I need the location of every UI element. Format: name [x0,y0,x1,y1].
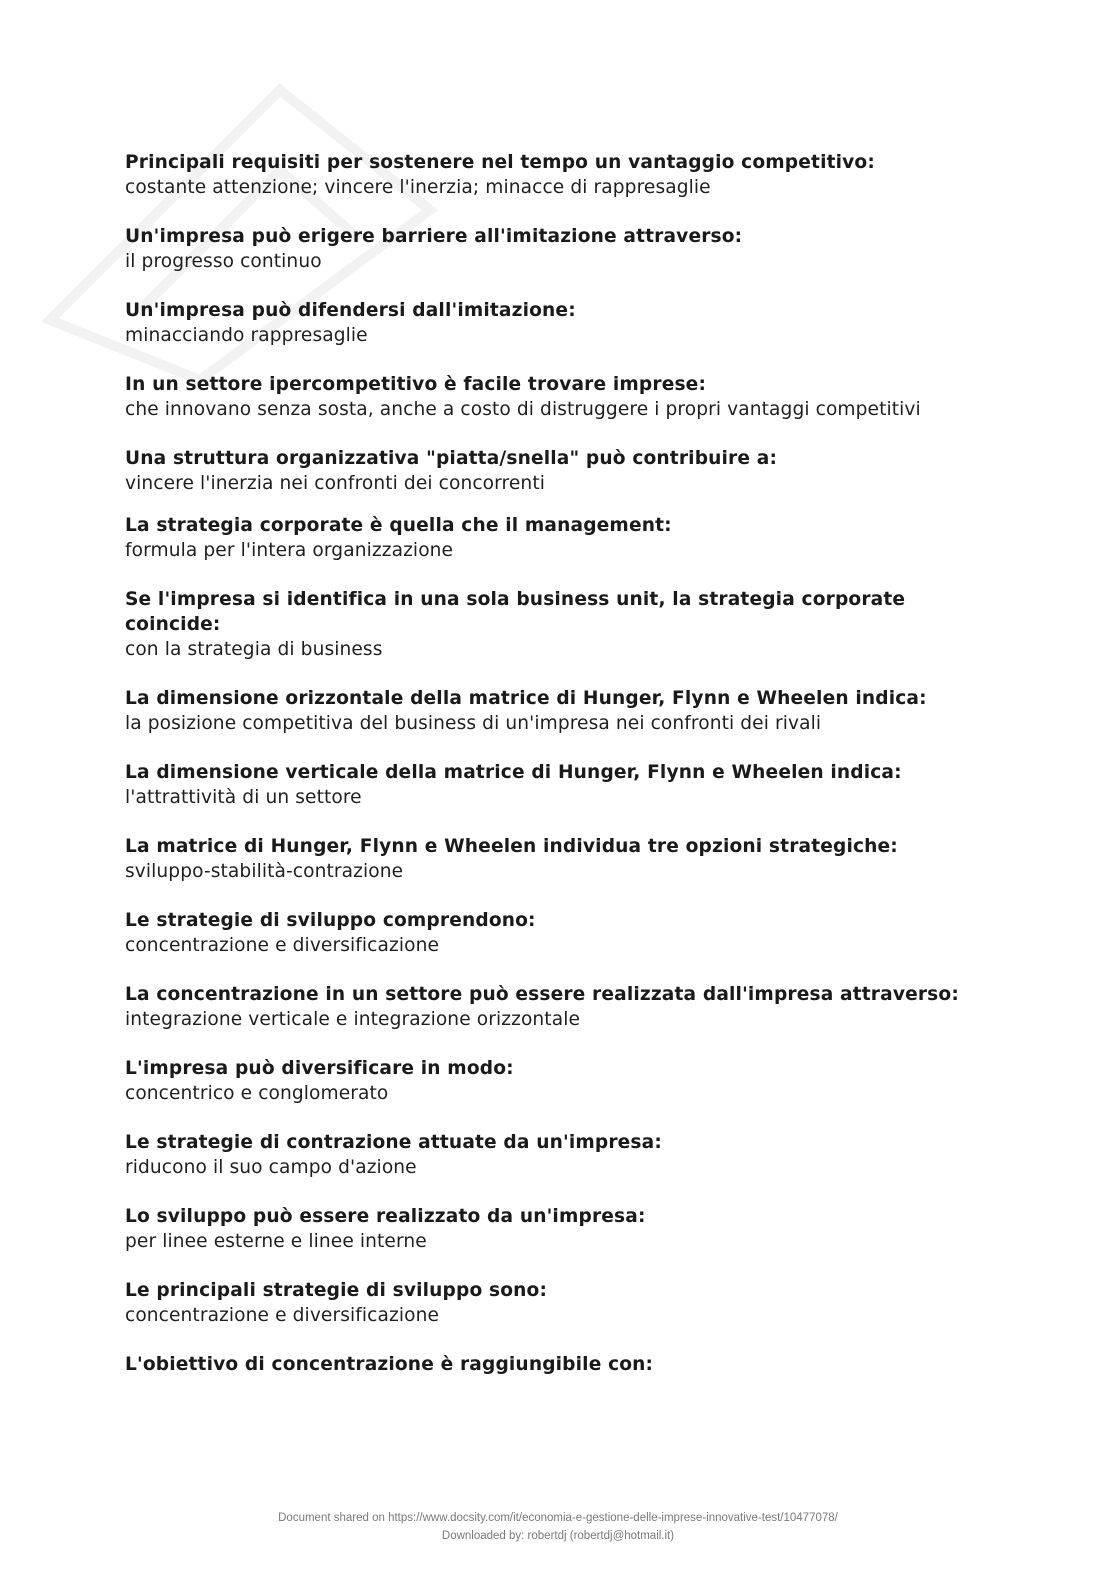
question-text: Un'impresa può difendersi dall'imitazione: [125,300,576,321]
qa-item [125,298,985,348]
question-text: Le strategie di contrazione attuate da un'impresa: [125,1132,662,1153]
question-text: In un settore ipercompetitivo è facile trovare imprese: [125,374,707,395]
qa-item [125,150,985,200]
qa-item [125,834,985,884]
question-text: La dimensione orizzontale della matrice di Hunger, Flynn e Wheelen indica: [125,688,927,709]
question-text: Un'impresa può erigere barriere all'imitazione attraverso: [125,226,743,247]
qa-item [125,446,985,496]
answer-text: integrazione verticale e integrazione orizzontale [125,1009,580,1030]
question-text: La matrice di Hunger, Flynn e Wheelen individua tre opzioni strategiche: [125,836,898,857]
answer-text: minacciando rappresaglie [125,325,368,346]
document-body [125,150,985,1401]
answer-text: che innovano senza sosta, anche a costo di distruggere i propri vantaggi competitivi [125,399,921,420]
question-text: La dimensione verticale della matrice di Hunger, Flynn e Wheelen indica: [125,762,902,783]
answer-text: il progresso continuo [125,251,322,272]
question-text: Una struttura organizzativa "piatta/snella" può contribuire a: [125,448,778,469]
question-text: L'impresa può diversificare in modo: [125,1058,514,1079]
answer-text: la posizione competitiva del business di un'impresa nei confronti dei rivali [125,713,822,734]
qa-item [125,760,985,810]
question-text: Principali requisiti per sostenere nel tempo un vantaggio competitivo: [125,152,875,173]
answer-text: vincere l'inerzia nei confronti dei concorrenti [125,473,545,494]
qa-item [125,372,985,422]
answer-text: con la strategia di business [125,639,383,660]
answer-text: per linee esterne e linee interne [125,1231,427,1252]
qa-item [125,686,985,736]
qa-item [125,587,985,662]
question-text: Le principali strategie di sviluppo sono: [125,1280,548,1301]
answer-text: formula per l'intera organizzazione [125,540,454,561]
answer-text: concentrazione e diversificazione [125,935,440,956]
qa-item [125,908,985,958]
question-text: Lo sviluppo può essere realizzato da un'impresa: [125,1206,646,1227]
question-text: Se l'impresa si identifica in una sola business unit, la strategia corporate coincide: [125,589,906,635]
question-text: L'obiettivo di concentrazione è raggiungibile con: [125,1354,654,1375]
qa-item [125,1278,985,1328]
answer-text: costante attenzione; vincere l'inerzia; minacce di rappresaglie [125,177,711,198]
qa-item [125,982,985,1032]
question-text: La concentrazione in un settore può essere realizzata dall'impresa attraverso: [125,984,959,1005]
answer-text: l'attrattività di un settore [125,787,362,808]
answer-text: concentrico e conglomerato [125,1083,389,1104]
qa-item [125,224,985,274]
qa-item [125,1130,985,1180]
footer-shared-line: Document shared on https://www.docsity.com/it/economia-e-gestione-delle-imprese-innovative-test/10477078/ [278,1512,838,1524]
qa-item [125,513,985,563]
qa-item [125,1204,985,1254]
question-text: La strategia corporate è quella che il management: [125,515,672,536]
qa-item [125,1056,985,1106]
answer-text: sviluppo-stabilità-contrazione [125,861,404,882]
answer-text: riducono il suo campo d'azione [125,1157,417,1178]
qa-item [125,1352,985,1377]
footer-downloaded-line: Downloaded by: robertdj (robertdj@hotmail.it) [441,1530,675,1542]
answer-text: concentrazione e diversificazione [125,1305,440,1326]
question-text: Le strategie di sviluppo comprendono: [125,910,536,931]
